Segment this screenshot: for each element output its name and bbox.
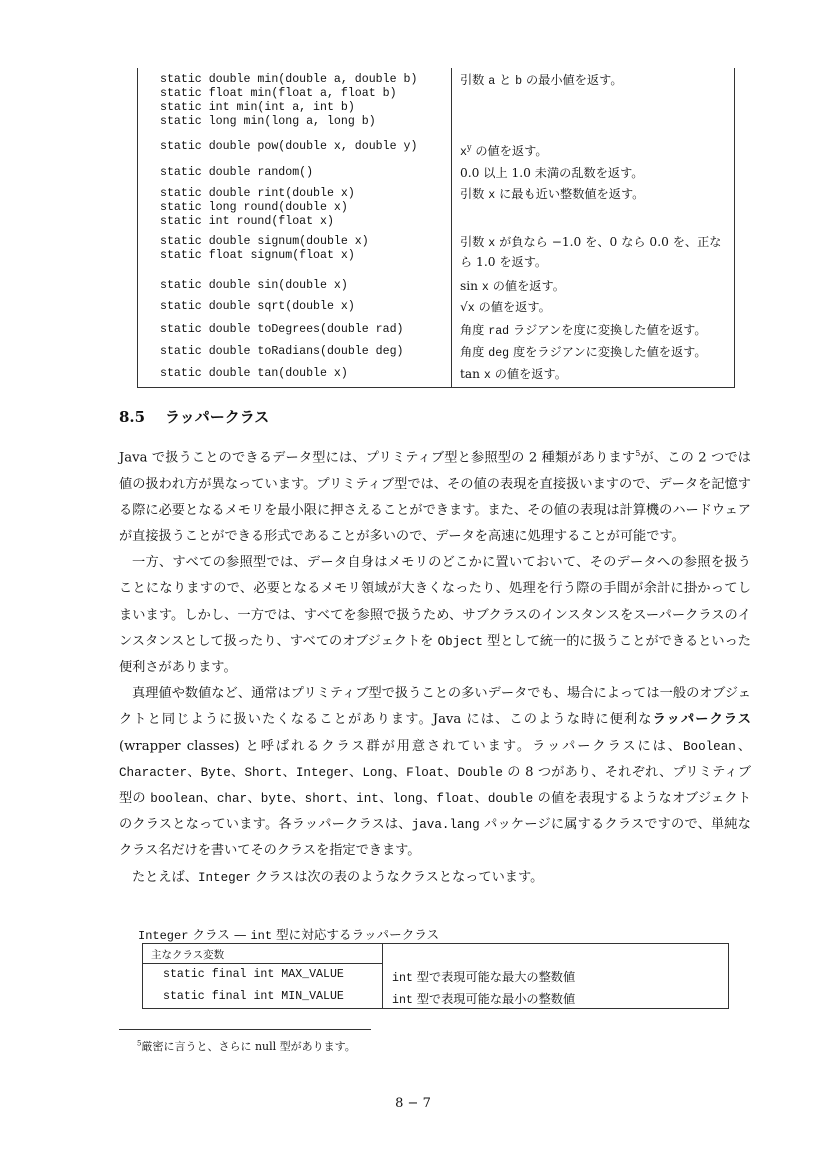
inline-code: x: [460, 146, 467, 160]
method-signatures: [160, 166, 313, 180]
method-signature: static double random(): [160, 166, 314, 179]
inline-code: java.lang: [411, 818, 480, 833]
method-signatures: [160, 140, 417, 154]
desc-code: int: [392, 972, 413, 985]
text-run: 、: [342, 791, 357, 807]
method-signature: static double toRadians(double deg): [160, 345, 404, 358]
method-signatures: [160, 300, 355, 314]
method-signatures: [160, 187, 355, 229]
inline-code: Float: [406, 765, 444, 780]
text-run: の値を返す。: [490, 367, 567, 381]
text-run: 度をラジアンに変換した値を返す。: [509, 345, 707, 359]
body-text: [119, 441, 751, 891]
method-description: [460, 164, 730, 183]
method-description: [460, 321, 730, 341]
text-run: の最小値を返す。: [522, 73, 623, 87]
header-separator: [143, 963, 382, 964]
method-signatures: [160, 345, 404, 359]
text-run: 0.0 以上 1.0 未満の乱数を返す。: [460, 166, 644, 180]
inline-code: x: [467, 302, 475, 315]
inline-code: Integer: [295, 765, 349, 780]
text-run: の値を表現するようなオブジェクトのクラスとなっています。各ラッパークラスは、: [119, 791, 752, 833]
method-description: [460, 277, 730, 297]
text-run: 引数: [460, 235, 489, 249]
method-description: [460, 343, 730, 363]
text-run: 一方、すべての参照型では、データ自身はメモリのどこかに置いておいて、そのデータへの参照を扱うことになりますので、必要となるメモリ領域が大きくなったり、処理を行う際の手間が余計に掛かってしまいます。しかし、一方では、すべてを参照で扱うため、サブクラスのインスタンスをスーパークラスのインスタンスとして扱ったり、すべてのオブジェクトを: [119, 555, 751, 649]
inline-code: float: [436, 792, 475, 807]
text-run: 、: [392, 764, 407, 780]
caption-tail: 型に対応するラッパークラス: [272, 927, 440, 942]
text-run: 、: [474, 791, 488, 807]
inline-code: rad: [488, 325, 510, 338]
text-run: 、: [735, 738, 752, 754]
method-signatures: [160, 367, 348, 381]
method-description: [460, 185, 730, 205]
page-number: 8 − 7: [395, 1096, 431, 1111]
field-description: [392, 990, 575, 1007]
method-description: [460, 298, 730, 318]
field-description: [392, 968, 575, 985]
footnote-rule: [119, 1029, 371, 1030]
inline-code: byte: [260, 792, 291, 807]
superscript: y: [466, 143, 472, 152]
text-run: Java で扱うことのできるデータ型には、プリミティブ型と参照型の 2 種類があります: [119, 450, 636, 466]
inline-code: Integer: [197, 870, 251, 885]
superscript: 5: [635, 449, 641, 458]
text-run: の値を返す。: [471, 144, 548, 159]
text-run: 角度: [460, 345, 489, 359]
method-table: [137, 68, 735, 388]
paragraph: [119, 550, 751, 681]
method-signature: static double tan(double x): [160, 367, 348, 380]
inline-code: a: [488, 75, 496, 88]
method-signature: static double sqrt(double x): [160, 300, 355, 313]
integer-table: [142, 943, 729, 1009]
text-run: 、: [378, 791, 393, 807]
inline-code: Boolean: [682, 739, 736, 754]
inline-code: boolean: [150, 792, 204, 807]
method-description: [460, 138, 730, 162]
desc-code: int: [392, 994, 413, 1007]
caption-class-name: Integer: [138, 929, 189, 943]
bold-term: ラッパークラス: [652, 712, 751, 728]
method-signature: static int round(float x): [160, 215, 334, 228]
text-run: たとえば、: [132, 869, 198, 885]
text-run: 、: [422, 791, 437, 807]
text-run: クラスは次の表のようなクラスとなっています。: [250, 869, 544, 885]
text-run: 引数: [460, 73, 489, 87]
section-heading: [119, 406, 269, 427]
footnote-mark: 5: [137, 1039, 142, 1048]
method-signature: static double toDegrees(double rad): [160, 323, 404, 336]
method-description: [460, 365, 730, 385]
text-run: の 8 つがあり、それぞれ、プリミティブ型の: [119, 764, 752, 807]
method-signature: static double rint(double x): [160, 187, 355, 200]
inline-code: long: [392, 792, 423, 807]
table-header: 主なクラス変数: [151, 949, 225, 961]
inline-code: deg: [488, 347, 510, 360]
method-signatures: [160, 279, 348, 293]
paragraph: [119, 441, 751, 550]
text-run: 、: [247, 791, 261, 807]
integer-table-caption: [138, 924, 439, 943]
inline-code: Double: [457, 765, 503, 780]
method-signatures: [160, 235, 369, 263]
text-run: の値を返す。: [474, 300, 551, 314]
method-signature: static double pow(double x, double y): [160, 140, 418, 153]
paragraph: [119, 681, 751, 864]
text-run: ラジアンを度に変換した値を返す。: [509, 323, 707, 337]
text-run: 真理値や数値など、通常はプリミティブ型で扱うことの多いデータでも、場合によっては一般のオブジェクトと同じように扱いたくなることがあります。Java には、このような時に便利な: [119, 686, 751, 728]
inline-code: x: [483, 369, 491, 382]
method-signatures: [160, 323, 404, 337]
method-signature: static double signum(double x): [160, 235, 369, 248]
text-run: (wrapper classes) と呼ばれるクラス群が用意されています。ラッパークラスには、: [119, 738, 683, 754]
inline-code: Byte: [200, 765, 231, 780]
inline-code: x: [488, 237, 496, 250]
caption-type-name: int: [250, 929, 273, 943]
text-run: 、: [291, 791, 305, 807]
method-description: [460, 233, 730, 272]
text-run: tan: [460, 367, 484, 381]
text-run: √: [460, 300, 468, 314]
text-run: 型として統一的に扱うことができるといった便利さがあります。: [119, 633, 751, 676]
inline-code: short: [304, 792, 343, 807]
text-run: 角度: [460, 323, 489, 337]
text-run: 、: [443, 764, 458, 780]
text-run: 、: [230, 764, 245, 780]
text-run: の値を返す。: [488, 279, 565, 293]
method-signatures: [160, 73, 417, 129]
field-signature: static final int MAX_VALUE: [163, 968, 344, 981]
caption-text: クラス —: [188, 927, 251, 942]
text-run: 、: [187, 764, 201, 780]
text-run: と: [495, 73, 516, 87]
text-run: sin: [460, 279, 482, 293]
inline-code: char: [216, 792, 248, 807]
column-divider: [451, 68, 452, 387]
inline-code: double: [487, 792, 534, 807]
method-description: [460, 71, 730, 91]
paragraph: [119, 865, 751, 891]
footnote: [137, 1038, 356, 1054]
method-signature: static long round(double x): [160, 201, 348, 214]
method-signature: static float signum(float x): [160, 249, 355, 262]
text-run: に最も近い整数値を返す。: [495, 187, 645, 201]
field-signature: static final int MIN_VALUE: [163, 990, 344, 1003]
inline-code: Character: [119, 765, 188, 780]
inline-code: Object: [437, 634, 483, 649]
method-signature: static double sin(double x): [160, 279, 348, 292]
method-signature: static double min(double a, double b): [160, 73, 418, 86]
text-run: が負なら −1.0 を、0 なら 0.0 を、正なら 1.0 を返す。: [460, 235, 722, 269]
text-run: 、: [282, 764, 296, 780]
footnote-text: 厳密に言うと、さらに null 型があります。: [141, 1040, 356, 1053]
desc-text: 型で表現可能な最大の整数値: [412, 970, 576, 984]
column-divider: [382, 944, 383, 1008]
inline-code: b: [515, 75, 523, 88]
inline-code: x: [481, 281, 489, 294]
text-run: 引数: [460, 187, 489, 201]
text-run: が、この 2 つでは値の扱われ方が異なっています。プリミティブ型では、その値の表現を直接扱いますので、データを記憶する際に必要となるメモリを最小限に押さえることができます。また、その値の表現は計算機のハードウェアが直接扱うことができる形式であることが多いので、データを高速に処理することが可能です。: [119, 450, 751, 544]
text-run: 、: [348, 764, 363, 780]
section-title: ラッパークラス: [165, 408, 270, 426]
text-run: 、: [203, 791, 217, 807]
method-signature: static float min(float a, float b): [160, 87, 397, 100]
inline-code: Short: [244, 765, 283, 780]
section-number: 8.5: [119, 408, 146, 426]
method-signature: static long min(long a, long b): [160, 115, 376, 128]
inline-code: x: [488, 189, 496, 202]
method-signature: static int min(int a, int b): [160, 101, 355, 114]
text-run: パッケージに属するクラスですので、単純なクラス名だけを書いてそのクラスを指定できます。: [119, 817, 751, 859]
inline-code: int: [356, 792, 379, 807]
inline-code: Long: [362, 765, 393, 780]
desc-text: 型で表現可能な最小の整数値: [412, 992, 576, 1006]
